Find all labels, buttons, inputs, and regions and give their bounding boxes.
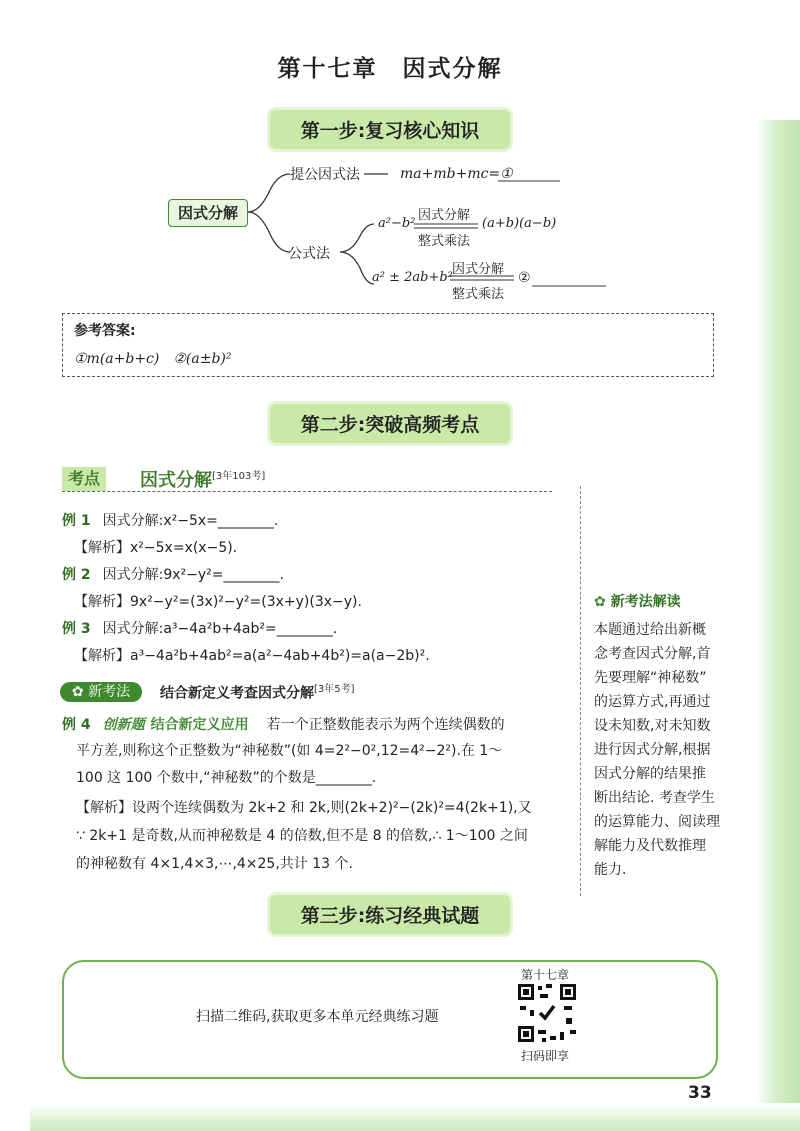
example-4-line1: [62, 714, 505, 734]
sidebar-line: 断出结论. 考查学生: [594, 790, 715, 806]
xinkaofa-frequency: [3年5考]: [314, 684, 355, 695]
divider: [62, 491, 552, 492]
mindmap-sub2-left: a² ± 2ab+b²: [372, 270, 453, 285]
sidebar-line: 的运算能力、阅读理: [594, 814, 720, 830]
page-edge-decoration: [756, 120, 800, 1131]
bottom-decoration: [30, 1103, 800, 1131]
xinkaofa-tag: [60, 682, 142, 702]
example-1-question: 因式分解:x²−5x=________.: [102, 513, 279, 529]
bulb-icon: ✿: [71, 684, 89, 700]
example-3: [62, 618, 337, 638]
example-4-tag1: 创新题: [102, 717, 145, 733]
bulb-icon: ✿: [594, 594, 611, 610]
answer-text: ①m(a+b+c) ②(a±b)²: [74, 351, 232, 367]
sidebar-body: [594, 618, 724, 882]
mindmap-sub1-bottom: 整式乘法: [418, 234, 471, 249]
example-4-analysis3: 的神秘数有 4×1,4×3,⋯,4×25,共计 13 个.: [76, 856, 353, 872]
step3-banner: 第三步:练习经典试题: [270, 895, 510, 934]
example-4-label: 例 4: [62, 717, 91, 733]
xinkaofa-title-text: 结合新定义考查因式分解: [160, 685, 314, 702]
example-1-label: 例 1: [62, 513, 91, 529]
example-3-analysis: 【解析】a³−4a²b+4ab²=a(a²−4ab+4b²)=a(a−2b)².: [74, 648, 430, 664]
step2-banner: 第二步:突破高频考点: [270, 404, 510, 443]
mindmap-sub1-left: a²−b²: [378, 216, 416, 231]
sidebar-line: 本题通过给出新概: [594, 622, 706, 638]
sidebar-title: [594, 591, 681, 611]
example-3-question: 因式分解:a³−4a²b+4ab²=________.: [102, 621, 338, 637]
example-4-tag2: 结合新定义应用: [150, 717, 249, 733]
sidebar-line: 先要理解“神秘数”: [594, 670, 707, 686]
qr-text: 扫描二维码,获取更多本单元经典练习题: [196, 1009, 439, 1025]
example-4-line2: 平方差,则称这个正整数为“神秘数”(如 4=2²−0²,12=4²−2²).在 1～: [76, 743, 503, 759]
example-2: [62, 564, 284, 584]
sidebar-line: 解能力及代数推理: [594, 838, 706, 854]
example-1-analysis: 【解析】x²−5x=x(x−5).: [74, 540, 238, 556]
mindmap-sub1-right: (a+b)(a−b): [482, 216, 557, 231]
column-divider: [580, 486, 581, 896]
step1-banner: 第一步:复习核心知识: [270, 110, 510, 149]
mindmap-branch2: 公式法: [288, 246, 330, 262]
qr-code-icon[interactable]: [516, 982, 578, 1044]
example-1: [62, 510, 278, 530]
xinkaofa-tag-text: 新考法: [88, 684, 131, 700]
sidebar-line: 的运算方式,再通过: [594, 694, 711, 710]
mindmap-formula1: ma+mb+mc=①: [400, 166, 513, 182]
example-4-analysis1: 【解析】设两个连续偶数为 2k+2 和 2k,则(2k+2)²−(2k)²=4(2k+1),又: [76, 800, 532, 816]
sidebar-line: 念考查因式分解,首: [594, 646, 711, 662]
mindmap-branch1: 提公因式法: [290, 167, 360, 183]
example-4-line3: 100 这 100 个数中,“神秘数”的个数是________.: [76, 770, 377, 786]
qr-bottom-label: 扫码即享: [521, 1049, 570, 1063]
example-2-question: 因式分解:9x²−y²=________.: [102, 567, 284, 583]
sidebar-line: 因式分解的结果推: [594, 766, 706, 782]
answer-title: 参考答案:: [74, 323, 136, 339]
kaodian-frequency: [3年103考]: [212, 471, 266, 482]
mindmap-sub1-top: 因式分解: [418, 208, 471, 223]
sidebar-title-text: 新考法解读: [610, 594, 681, 610]
sidebar-line: 设未知数,对未知数: [594, 718, 711, 734]
kaodian-name-text: 因式分解: [140, 470, 212, 491]
sidebar-line: 进行因式分解,根据: [594, 742, 711, 758]
mindmap-sub2-top: 因式分解: [452, 262, 505, 277]
example-2-label: 例 2: [62, 567, 91, 583]
sidebar-line: 能力.: [594, 862, 627, 878]
example-3-label: 例 3: [62, 621, 91, 637]
page-number: 33: [688, 1083, 712, 1103]
example-4-analysis2: ∵ 2k+1 是奇数,从而神秘数是 4 的倍数,但不是 8 的倍数,∴ 1～100 之间: [76, 828, 528, 844]
example-2-analysis: 【解析】9x²−y²=(3x)²−y²=(3x+y)(3x−y).: [74, 594, 362, 610]
mindmap-sub2-bottom: 整式乘法: [452, 287, 505, 302]
kaodian-name: [140, 466, 265, 492]
example-4-text1: 若一个正整数能表示为两个连续偶数的: [266, 717, 505, 733]
xinkaofa-title: [160, 680, 355, 703]
chapter-title: 第十七章 因式分解: [277, 56, 503, 82]
kaodian-tag: 考点: [62, 467, 106, 491]
mindmap-sub2-right: ②: [518, 270, 531, 286]
qr-top-label: 第十七章: [521, 968, 570, 982]
mindmap-root: 因式分解: [168, 199, 248, 227]
